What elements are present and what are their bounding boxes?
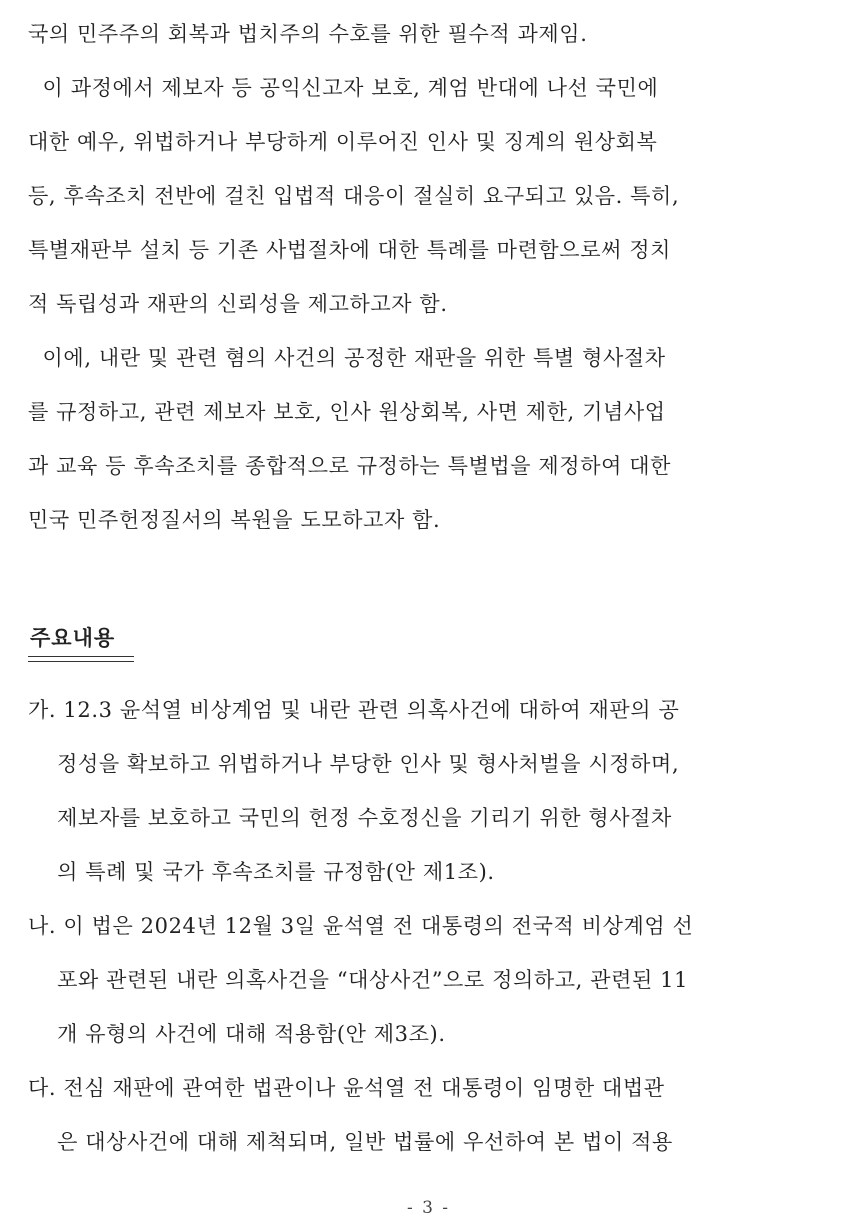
paragraph-2-line-4: 특별재판부 설치 등 기존 사법절차에 대한 특례를 마련함으로써 정치: [28, 238, 672, 262]
paragraph-1-line-1: 국의 민주주의 회복과 법치주의 수호를 위한 필수적 과제임.: [28, 22, 588, 46]
paragraph-2-line-2: 대한 예우, 위법하거나 부당하게 이루어진 인사 및 징계의 원상회복: [28, 130, 658, 154]
page-number: - 3 -: [406, 1198, 451, 1218]
item-ga-line-4: 의 특례 및 국가 후속조치를 규정함(안 제1조).: [28, 860, 495, 884]
item-ga-line-3: 제보자를 보호하고 국민의 헌정 수호정신을 기리기 위한 형사절차: [28, 806, 672, 830]
heading-double-underline: [28, 656, 134, 662]
paragraph-2-line-5: 적 독립성과 재판의 신뢰성을 제고하고자 함.: [28, 292, 448, 316]
item-na-line-3: 개 유형의 사건에 대해 적용함(안 제3조).: [28, 1022, 446, 1046]
paragraph-2-line-3: 등, 후속조치 전반에 걸친 입법적 대응이 절실히 요구되고 있음. 특히,: [28, 184, 680, 208]
paragraph-3-line-1: 이에, 내란 및 관련 혐의 사건의 공정한 재판을 위한 특별 형사절차: [28, 346, 666, 370]
paragraph-3-line-4: 민국 민주헌정질서의 복원을 도모하고자 함.: [28, 508, 441, 532]
item-na-line-2: 포와 관련된 내란 의혹사건을 “대상사건”으로 정의하고, 관련된 11: [28, 968, 689, 992]
section-heading: 주요내용: [30, 626, 116, 650]
item-da-line-2: 은 대상사건에 대해 제척되며, 일반 법률에 우선하여 본 법이 적용: [28, 1130, 673, 1154]
paragraph-3-line-3: 과 교육 등 후속조치를 종합적으로 규정하는 특별법을 제정하여 대한: [28, 454, 672, 478]
paragraph-3-line-2: 를 규정하고, 관련 제보자 보호, 인사 원상회복, 사면 제한, 기념사업: [28, 400, 666, 424]
item-ga-line-2: 정성을 확보하고 위법하거나 부당한 인사 및 형사처벌을 시정하며,: [28, 752, 680, 776]
paragraph-2-line-1: 이 과정에서 제보자 등 공익신고자 보호, 계엄 반대에 나선 국민에: [28, 76, 659, 100]
item-ga-line-1: 가. 12.3 윤석열 비상계엄 및 내란 관련 의혹사건에 대하여 재판의 공: [28, 698, 680, 722]
item-da-line-1: 다. 전심 재판에 관여한 법관이나 윤석열 전 대통령이 임명한 대법관: [28, 1076, 665, 1100]
item-na-line-1: 나. 이 법은 2024년 12월 3일 윤석열 전 대통령의 전국적 비상계엄 선: [28, 914, 694, 938]
